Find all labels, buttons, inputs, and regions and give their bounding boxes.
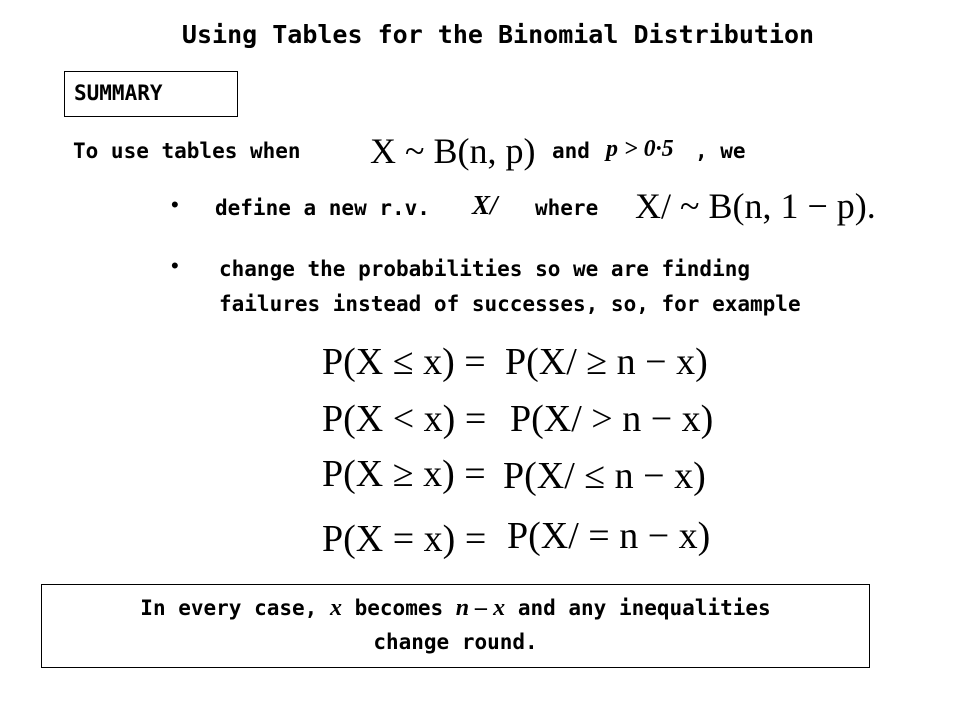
conclusion-part-1: In every case,: [140, 596, 318, 620]
bullet2-line2: failures instead of successes, so, for example: [219, 292, 801, 316]
intro-suffix: , we: [695, 139, 746, 163]
conclusion-part-3: and any inequalities: [517, 596, 771, 620]
new-variable-formula: X/ ~ B(n, 1 − p).: [635, 186, 876, 226]
conclusion-part-2: becomes: [354, 596, 444, 620]
intro-and-text: and: [552, 139, 590, 163]
conclusion-line-1: [41, 595, 870, 622]
bullet-dot-1: •: [171, 192, 179, 217]
equation-2-rhs: P(X/ > n − x): [510, 398, 714, 440]
p-condition: [606, 136, 674, 163]
bullet-dot-2: •: [171, 253, 179, 278]
equation-1-rhs: P(X/ ≥ n − x): [505, 341, 708, 383]
equation-1-lhs: P(X ≤ x) =: [322, 341, 486, 383]
bullet2-line1: change the probabilities so we are finding: [219, 257, 751, 281]
page-title: Using Tables for the Binomial Distribution: [181, 20, 815, 49]
equation-4-rhs: P(X/ = n − x): [507, 515, 711, 557]
binomial-formula: X ~ B(n, p): [370, 131, 536, 171]
conclusion-line-2: change round.: [373, 630, 538, 654]
new-variable: X/: [472, 190, 498, 220]
p-condition-text: p > 0·5: [606, 136, 674, 162]
conclusion-x: x: [329, 595, 342, 621]
equation-4-lhs: P(X = x) =: [322, 518, 487, 560]
equation-3-rhs: P(X/ ≤ n − x): [503, 455, 706, 497]
intro-text: To use tables when: [73, 139, 301, 163]
bullet1-text: define a new r.v.: [215, 196, 430, 220]
bullet1-where: where: [535, 196, 599, 220]
conclusion-n-minus-x: n – x: [455, 595, 506, 621]
equation-3-lhs: P(X ≥ x) =: [322, 453, 486, 495]
equation-2-lhs: P(X < x) =: [322, 398, 487, 440]
summary-label: SUMMARY: [74, 81, 163, 105]
